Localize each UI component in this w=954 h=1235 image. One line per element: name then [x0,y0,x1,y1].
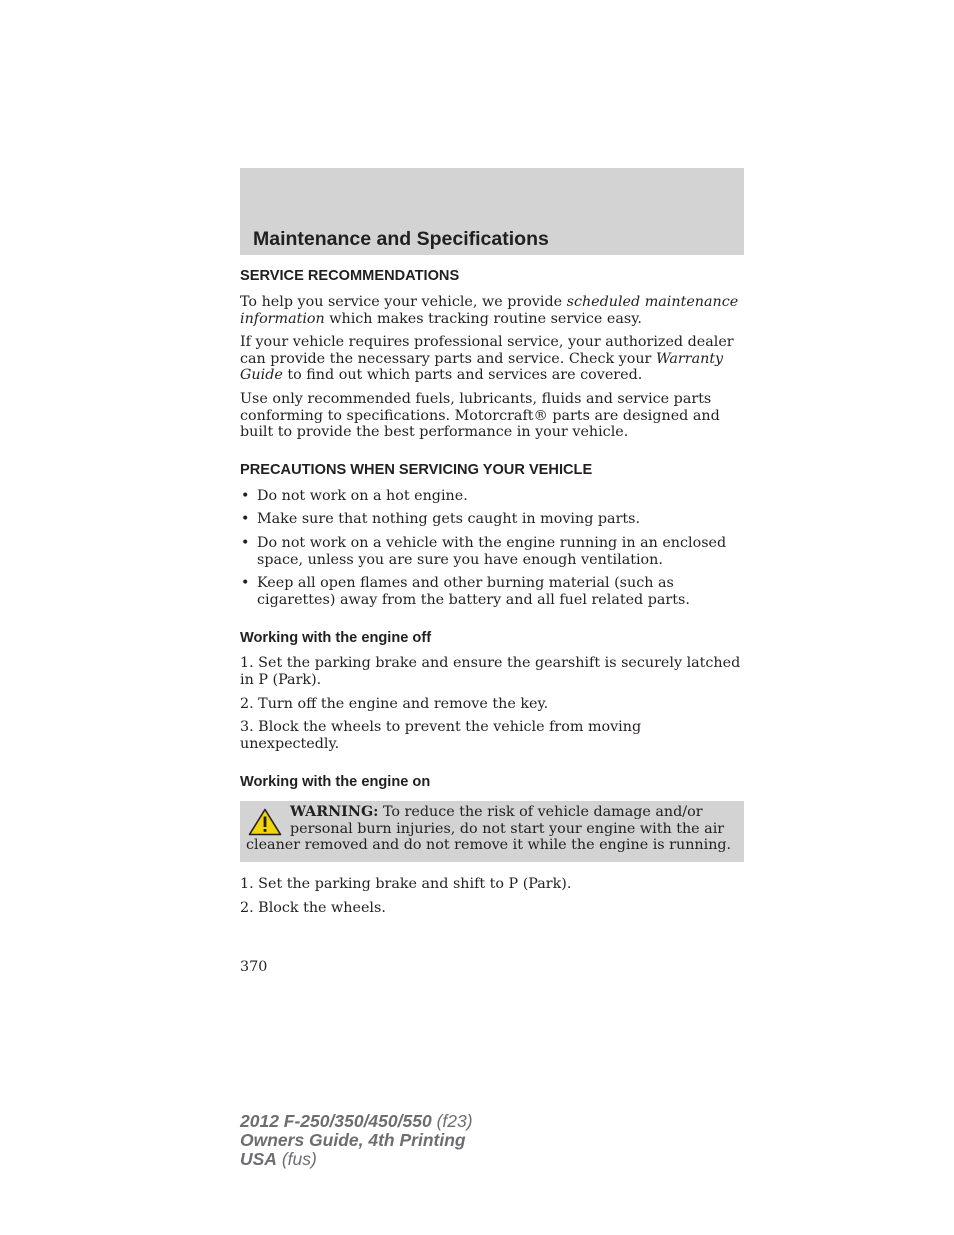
list-item: • Make sure that nothing gets caught in moving parts. [241,511,641,528]
footer-line: 2012 F-250/350/450/550 (f23) [240,1111,473,1131]
step-item: 1. Set the parking brake and shift to P (Park). [240,876,572,893]
document-footer [240,1112,473,1169]
paragraph: Use only recommended fuels, lubricants, fluids and service parts conforming to specifications. Motorcraft® parts are designed and built to provide the best performance in your vehicle. [240,390,720,441]
subheading-engine-off: Working with the engine off [240,630,432,647]
paragraph: To help you service your vehicle, we provide scheduled maintenance information which makes tracking routine service easy. [240,294,739,327]
section-heading-service-recommendations: SERVICE RECOMMENDATIONS [240,268,460,284]
page-number: 370 [240,959,268,975]
warning-label: WARNING: [290,804,379,821]
page-content [240,266,744,923]
precautions-list [240,488,744,609]
paragraph: If your vehicle requires professional service, your authorized dealer can provide the necessary parts and service. Check your Warranty Guide to find out which parts and services are covered. [240,334,734,384]
step-item: 3. Block the wheels to prevent the vehicle from moving unexpectedly. [240,719,642,752]
chapter-title: Maintenance and Specifications [253,228,549,250]
step-item: 2. Turn off the engine and remove the key. [240,695,549,712]
subheading-engine-on: Working with the engine on [240,774,431,791]
chapter-header-band [240,168,744,255]
footer-line: USA (fus) [240,1149,317,1169]
footer-line: Owners Guide, 4th Printing [240,1130,466,1150]
section-heading-precautions: PRECAUTIONS WHEN SERVICING YOUR VEHICLE [240,461,593,478]
warning-box [240,801,744,862]
warning-text: To reduce the risk of vehicle damage and/or personal burn injuries, do not start your engine with the air cleaner removed and do not remove it while the engine is running. [246,804,732,854]
warning-triangle-icon [248,808,282,836]
step-item: 1. Set the parking brake and ensure the gearshift is securely latched in P (Park). [240,655,741,688]
list-item: • Do not work on a hot engine. [241,487,468,504]
list-item: • Keep all open flames and other burning material (such as cigarettes) away from the battery and all fuel related parts. [241,575,690,608]
list-item: • Do not work on a vehicle with the engine running in an enclosed space, unless you are sure you have enough ventilation. [241,534,727,568]
step-item: 2. Block the wheels. [240,899,386,916]
